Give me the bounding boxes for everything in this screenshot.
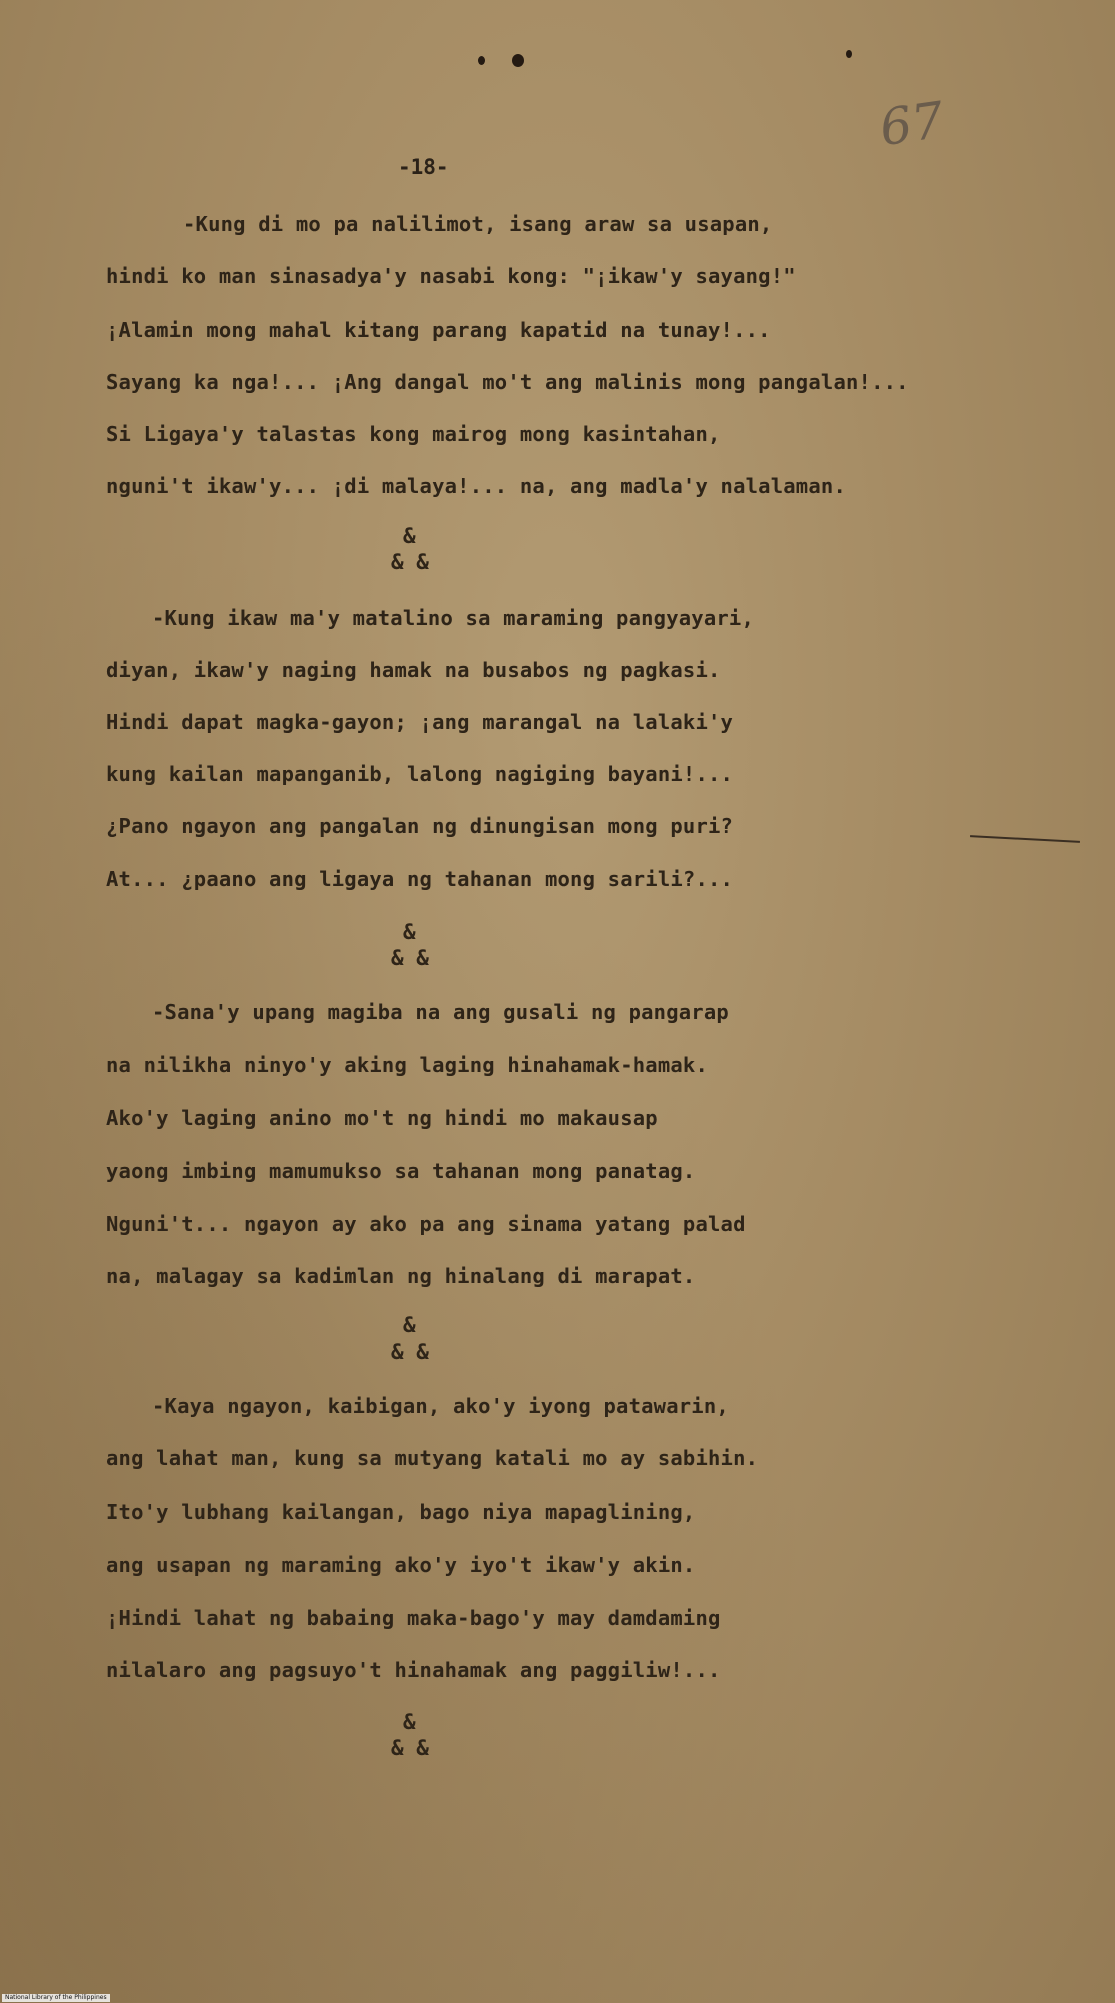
poem-line: Ito'y lubhang kailangan, bago niya mapaglining, [106, 1500, 696, 1524]
stanza-ornament: & [403, 920, 416, 944]
poem-line: ¡Alamin mong mahal kitang parang kapatid na tunay!... [106, 318, 771, 342]
ink-spot [478, 56, 485, 65]
poem-line: -Kung di mo pa nalilimot, isang araw sa usapan, [183, 212, 773, 236]
poem-line: na nilikha ninyo'y aking laging hinahamak-hamak. [106, 1053, 709, 1077]
stanza-ornament: & & [391, 550, 429, 574]
stanza-ornament: & & [391, 1736, 429, 1760]
stanza-ornament: & & [391, 1340, 429, 1364]
stanza-ornament: & & [391, 946, 429, 970]
poem-line: -Kaya ngayon, kaibigan, ako'y iyong patawarin, [152, 1394, 729, 1418]
poem-line: -Sana'y upang magiba na ang gusali ng pangarap [152, 1000, 729, 1024]
poem-line: ang usapan ng maraming ako'y iyo't ikaw'y akin. [106, 1553, 696, 1577]
poem-line: na, malagay sa kadimlan ng hinalang di marapat. [106, 1264, 696, 1288]
margin-pencil-mark [970, 835, 1080, 843]
ink-spot [512, 54, 524, 67]
poem-line: Ako'y laging anino mo't ng hindi mo makausap [106, 1106, 658, 1130]
ink-spot [846, 50, 852, 58]
poem-line: Sayang ka nga!... ¡Ang dangal mo't ang malinis mong pangalan!... [106, 370, 909, 394]
poem-line: nilalaro ang pagsuyo't hinahamak ang paggiliw!... [106, 1658, 721, 1682]
poem-line: yaong imbing mamumukso sa tahanan mong panatag. [106, 1159, 696, 1183]
poem-line: Nguni't... ngayon ay ako pa ang sinama yatang palad [106, 1212, 746, 1236]
poem-line: ang lahat man, kung sa mutyang katali mo ay sabihin. [106, 1446, 759, 1470]
poem-line: diyan, ikaw'y naging hamak na busabos ng pagkasi. [106, 658, 721, 682]
poem-line: ¡Hindi lahat ng babaing maka-bago'y may damdaming [106, 1606, 721, 1630]
poem-line: At... ¿paano ang ligaya ng tahanan mong sarili?... [106, 867, 734, 891]
stanza-ornament: & [403, 1710, 416, 1734]
poem-line: Si Ligaya'y talastas kong mairog mong kasintahan, [106, 422, 721, 446]
page-number: -18- [398, 155, 449, 179]
footer-credit: National Library of the Philippines [2, 1994, 110, 2002]
poem-line: nguni't ikaw'y... ¡di malaya!... na, ang madla'y nalalaman. [106, 474, 846, 498]
poem-line: -Kung ikaw ma'y matalino sa maraming pangyayari, [152, 606, 755, 630]
poem-line: Hindi dapat magka-gayon; ¡ang marangal na lalaki'y [106, 710, 734, 734]
handwritten-page-number: 67 [876, 90, 948, 158]
poem-line: kung kailan mapanganib, lalong nagiging bayani!... [106, 762, 734, 786]
stanza-ornament: & [403, 1313, 416, 1337]
poem-line: ¿Pano ngayon ang pangalan ng dinungisan mong puri? [106, 814, 734, 838]
stanza-ornament: & [403, 524, 416, 548]
poem-line: hindi ko man sinasadya'y nasabi kong: "¡ikaw'y sayang!" [106, 264, 796, 288]
